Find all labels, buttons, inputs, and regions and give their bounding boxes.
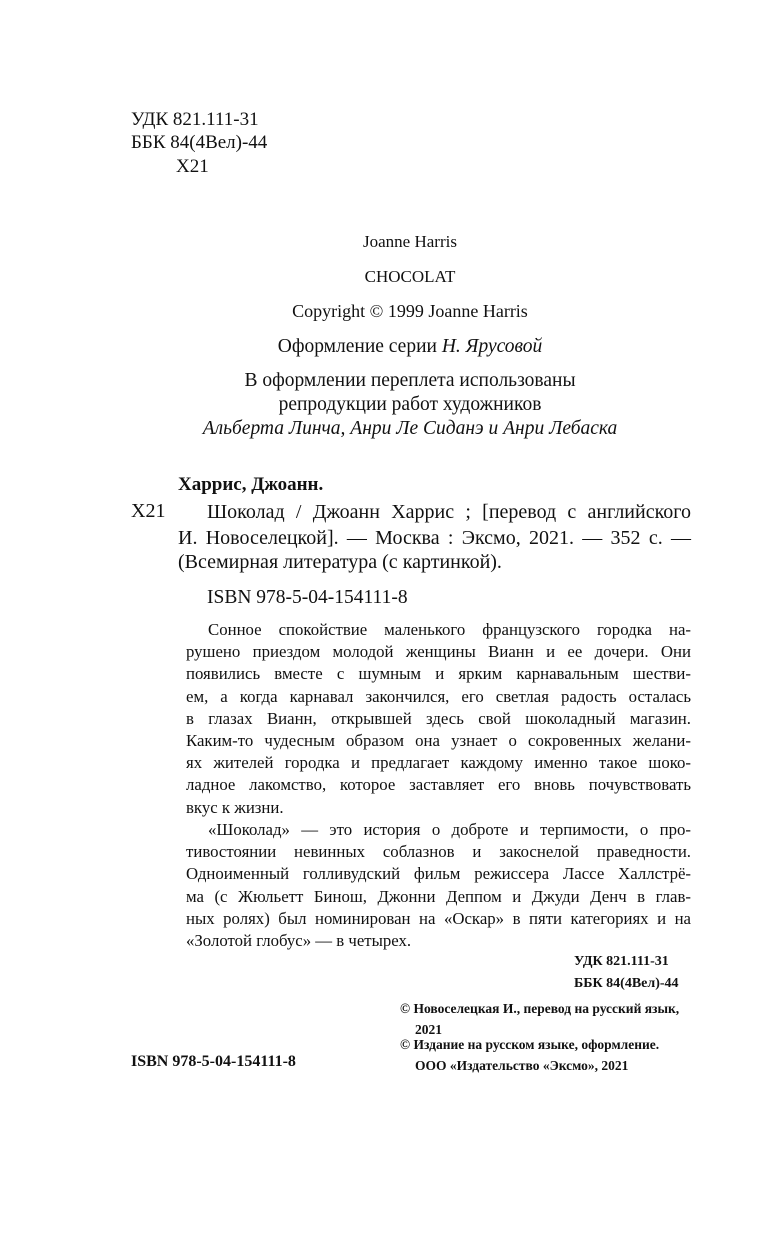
record-isbn: ISBN 978-5-04-154111-8	[207, 587, 408, 608]
annotation-line: появились вместе с шумным и ярким карнавальным шестви-	[186, 664, 691, 684]
annotation-udk: УДК 821.111-31	[574, 954, 669, 969]
record-line-1: Шоколад / Джоанн Харрис ; [перевод с английского	[207, 501, 691, 523]
annotation-bbk: ББК 84(4Вел)-44	[574, 976, 679, 991]
annotation-line: ных ролях) был номинирован на «Оскар» в пяти категориях и на	[186, 908, 691, 928]
annotation-line: вкус к жизни.	[186, 797, 284, 817]
series-design-credit	[130, 336, 690, 358]
original-title: CHOCOLAT	[364, 267, 456, 286]
rights-translation-line-1: © Новоселецкая И., перевод на русский язык,	[400, 1001, 680, 1016]
annotation-line: в глазах Вианн, открывшей здесь свой шоколадный магазин.	[186, 708, 691, 728]
record-line-3: (Всемирная литература (с картинкой).	[178, 551, 502, 573]
record-author-mark: Х21	[131, 500, 166, 522]
footer-isbn: ISBN 978-5-04-154111-8	[131, 1053, 296, 1070]
annotation-paragraph-1	[186, 619, 691, 819]
bbk-code: ББК 84(4Вел)-44	[131, 132, 268, 153]
series-design-label: Оформление серии	[277, 336, 442, 357]
annotation-line: рушено приездом молодой женщины Вианн и ее дочери. Они	[186, 642, 691, 662]
annotation-line: Каким-то чудесным образом она узнает о сокровенных желани-	[186, 731, 691, 751]
record-heading: Харрис, Джоанн.	[178, 474, 324, 495]
annotation-line: тивостоянии невинных соблазнов и закоснелой праведности.	[186, 842, 691, 862]
rights-edition-line-2: ООО «Издательство «Эксмо», 2021	[415, 1058, 629, 1073]
binding-artists: Альберта Линча, Анри Ле Сиданэ и Анри Лебаска	[202, 418, 618, 439]
copyright-line: Copyright © 1999 Joanne Harris	[292, 301, 528, 321]
annotation-paragraph-2	[186, 819, 691, 952]
udk-code: УДК 821.111-31	[131, 109, 259, 130]
annotation-line: ладное лакомство, которое заставляет его вновь почувствовать	[186, 775, 691, 795]
annotation-line: ях жителей городка и предлагает каждому именно такое шоко-	[186, 753, 691, 773]
record-line-2: И. Новоселецкой]. — Москва : Эксмо, 2021. — 352 с. —	[178, 527, 691, 549]
series-design-name: Н. Ярусовой	[441, 336, 543, 357]
author-mark: Х21	[176, 156, 209, 177]
annotation-line: «Золотой глобус» — в четырех.	[186, 931, 412, 951]
annotation-line: Сонное спокойствие маленького французского городка на-	[208, 620, 691, 639]
annotation-line: ем, а когда карнавал закончился, его светлая радость осталась	[186, 686, 691, 706]
rights-translation-line-2: 2021	[415, 1022, 442, 1037]
annotation-line: Одноименный голливудский фильм режиссера Лассе Халлстрё-	[186, 864, 691, 884]
rights-edition-line-1: © Издание на русском языке, оформление.	[400, 1037, 660, 1052]
author-original-name: Joanne Harris	[363, 232, 457, 251]
annotation-line: «Шоколад» — это история о доброте и терпимости, о про-	[208, 820, 691, 839]
annotation-line: ма (с Жюльетт Бинош, Джонни Деппом и Джуди Денч в глав-	[186, 886, 691, 906]
binding-credit-line-2: репродукции работ художников	[278, 394, 542, 415]
binding-credit-line-1: В оформлении переплета использованы	[244, 370, 576, 391]
